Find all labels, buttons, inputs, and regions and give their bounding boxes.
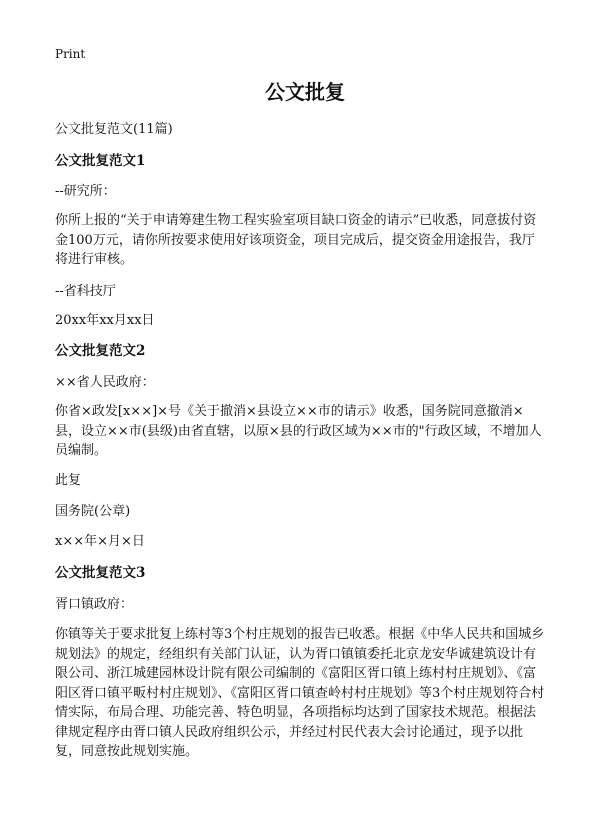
section-2-closing: 此复 [55, 473, 82, 488]
section-2-date: x××年×月×日 [55, 534, 145, 549]
section-1-salutation: --研究所： [55, 184, 116, 199]
document-title: 公文批复 [265, 80, 345, 104]
document-subtitle: 公文批复范文(11篇) [55, 122, 173, 137]
section-2-heading: 公文批复范文2 [55, 343, 146, 359]
section-3-salutation: 胥口镇政府： [55, 597, 134, 612]
section-3-body: 你镇等关于要求批复上练村等3个村庄规划的报告已收悉。根据《中华人民共和国城乡规划法》的规定，经组织有关部门认证，认为胥口镇镇委托北京龙安华诚建筑设计有限公司、浙江城建园林设计院有限公司编制的《富阳区胥口镇上练村村庄规划》、《富阳区胥口镇平畈村村庄规划》、《富阳区胥口镇查岭村村庄规划》等3个村庄规划符合村情实际，布局合理、功能完善、特色明显，各项指标均达到了国家技术规范。根据法律规定程序由胥口镇人民政府组织公示，并经过村民代表大会讨论通过，现予以批复，同意按此规划实施。 [55, 627, 545, 759]
print-label: Print [55, 47, 86, 61]
section-1-body: 你所上报的“关于申请筹建生物工程实验室项目缺口资金的请示”已收悉，同意拔付资金100万元，请你所按要求使用好该项资金，项目完成后，提交资金用途报告，我厅将进行审核。 [55, 213, 537, 267]
section-1-date: 20xx年xx月xx日 [55, 313, 155, 328]
section-2-salutation: ××省人民政府： [55, 375, 155, 390]
section-2-body: 你省×政发[x××]×号《关于撤消×县设立××市的请示》收悉，国务院同意撤消×县，设立××市(县级)由省直辖，以原×县的行政区域为××市的"行政区域，不增加人员编制。 [55, 404, 542, 458]
section-2-signature: 国务院(公章) [55, 504, 131, 519]
section-1-signature: --省科技厅 [55, 284, 116, 299]
section-3-heading: 公文批复范文3 [55, 565, 146, 581]
section-1-heading: 公文批复范文1 [55, 153, 146, 169]
